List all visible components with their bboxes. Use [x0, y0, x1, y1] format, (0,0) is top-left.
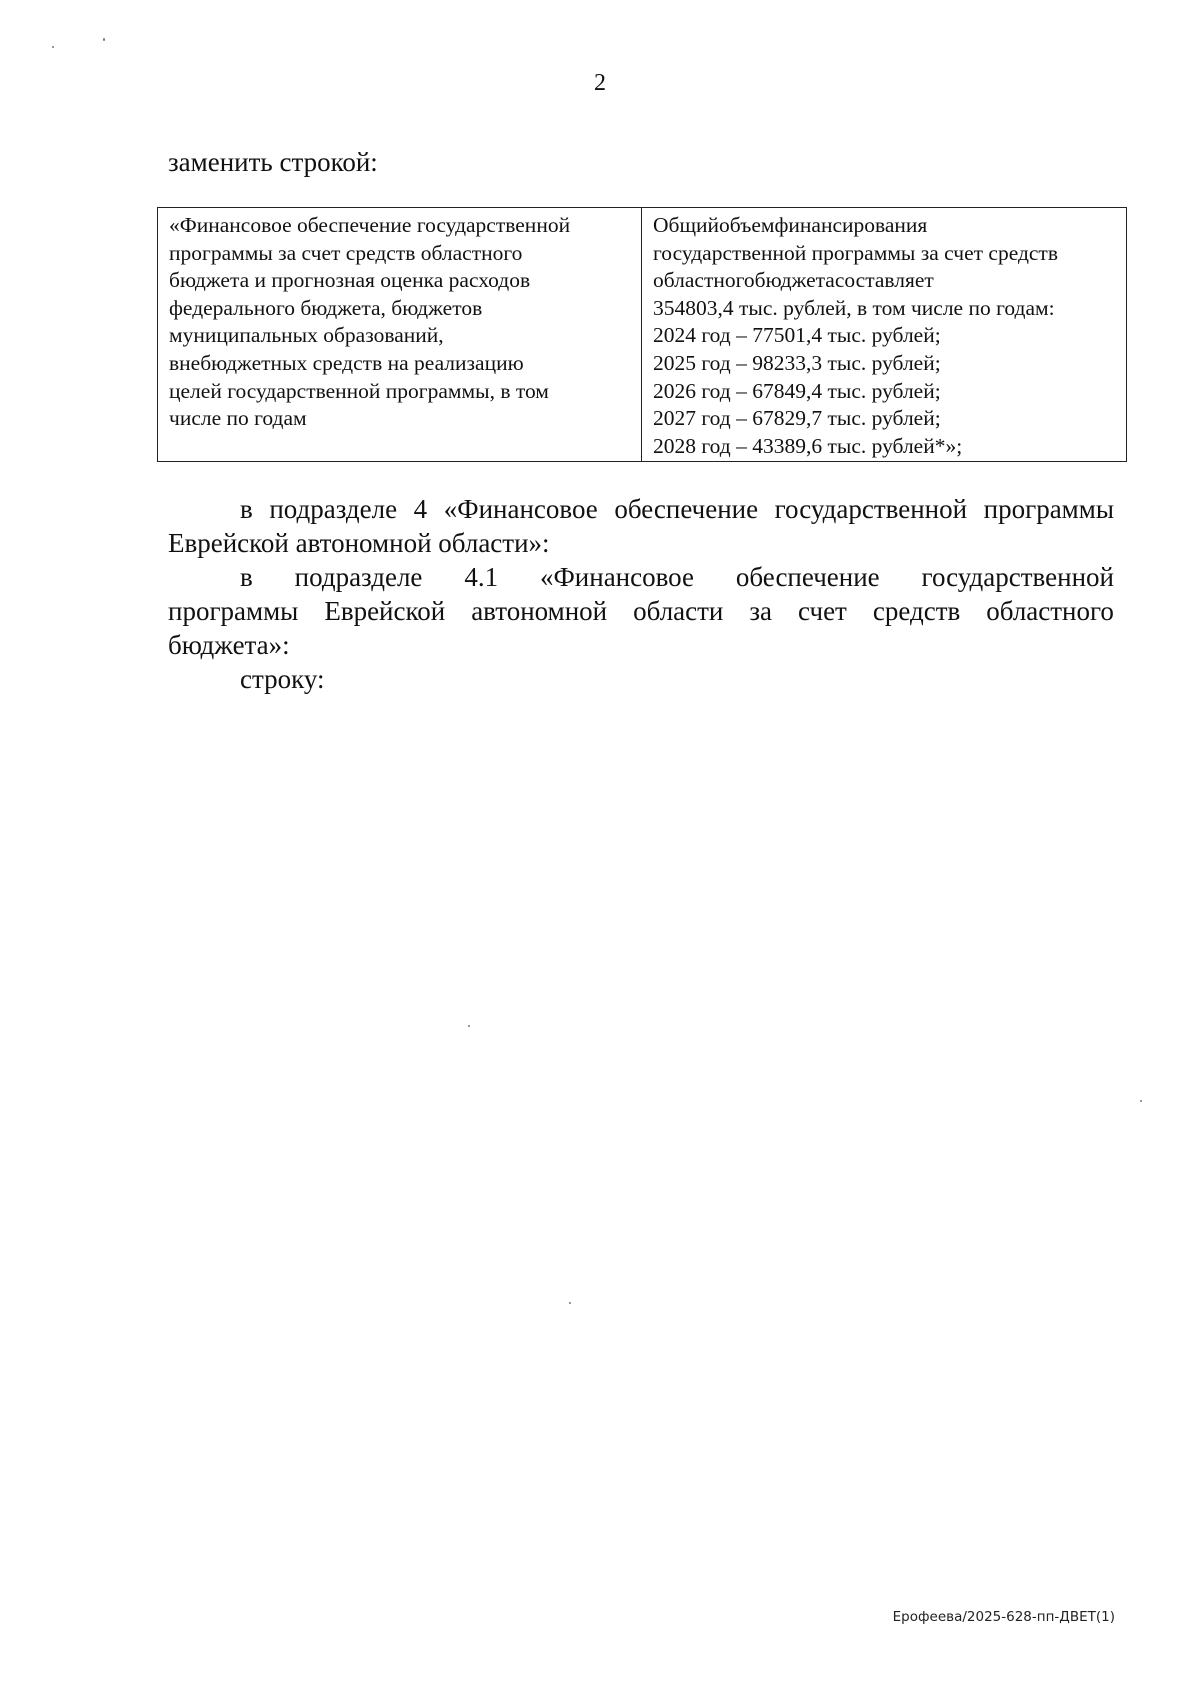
- right-cell-word: объем: [719, 213, 775, 237]
- paragraph-2-word: государственной: [921, 562, 1114, 592]
- left-cell-line: федерального бюджета, бюджетов: [169, 295, 483, 320]
- left-cell-line: программы за счет средств областного: [169, 240, 523, 265]
- year-list: [653, 322, 1114, 460]
- paragraph-2-word: счет: [798, 596, 847, 626]
- paragraph-2-word: подразделе: [294, 562, 423, 592]
- document-code: Ерофеева/2025-628-пп-ДВЕТ(1): [892, 1609, 1115, 1625]
- scan-speck: [569, 1302, 571, 1304]
- table-right-cell: [642, 208, 1126, 461]
- paragraph-2-word: автономной: [471, 596, 608, 626]
- paragraph-2-word: в: [240, 562, 253, 592]
- paragraph-1-line-2: Еврейской автономной области»:: [168, 528, 550, 558]
- right-cell-word: Общий: [653, 213, 720, 237]
- year-amount-line: 2027 год – 67829,7 тыс. рублей;: [653, 406, 941, 431]
- scan-speck: [52, 46, 54, 48]
- paragraph-2-word: 4.1: [464, 562, 499, 592]
- scan-speck: [468, 1025, 470, 1027]
- paragraph-1-word: обеспечение: [614, 494, 759, 524]
- table-left-cell: [158, 208, 642, 461]
- scan-speck: [1140, 1100, 1142, 1102]
- paragraph-row-label: [168, 662, 1114, 696]
- paragraph-2-line-1: [168, 560, 1114, 594]
- right-cell-word: финансирования: [774, 213, 928, 237]
- paragraph-1-word: в: [240, 494, 253, 524]
- right-cell-word: областного: [653, 268, 755, 293]
- left-cell-line: бюджета и прогнозная оценка расходов: [169, 268, 531, 293]
- paragraph-2-word: за: [749, 596, 773, 626]
- paragraph-subsection-4: [168, 492, 1114, 560]
- left-cell-line: числе по годам: [169, 406, 307, 431]
- paragraph-2-word: программы: [168, 596, 299, 626]
- right-cell-line-2: государственной программы за счет средств: [653, 240, 1058, 265]
- paragraph-1-line-1: [168, 492, 1114, 526]
- intro-text: заменить строкой:: [168, 147, 378, 177]
- year-amount-line: 2026 год – 67849,4 тыс. рублей;: [653, 378, 941, 403]
- paragraph-subsection-4-1: [168, 560, 1114, 662]
- paragraph-2-word: «Финансовое: [539, 562, 694, 592]
- paragraph-1-word: подразделе: [269, 494, 398, 524]
- paragraph-2-word: средств: [872, 596, 961, 626]
- year-amount-line: 2024 год – 77501,4 тыс. рублей;: [653, 323, 941, 348]
- left-cell-line: муниципальных образований,: [169, 323, 444, 348]
- paragraph-2-word: Еврейской: [324, 596, 446, 626]
- left-cell-line: «Финансовое обеспечение государственной: [169, 213, 571, 237]
- right-cell-word: составляет: [834, 268, 934, 293]
- left-cell-line: целей государственной программы, в том: [169, 378, 549, 403]
- paragraph-2-line-2: [168, 594, 1114, 628]
- paragraph-1-word: «Финансовое: [443, 494, 598, 524]
- scan-speck: [103, 38, 105, 41]
- right-cell-line-1: [653, 212, 1114, 240]
- paragraph-3-text: строку:: [240, 664, 325, 694]
- year-amount-line: 2028 год – 43389,6 тыс. рублей*»;: [653, 433, 963, 458]
- year-amount-line: 2025 год – 98233,3 тыс. рублей;: [653, 350, 941, 375]
- paragraph-1-word: 4: [413, 494, 428, 524]
- right-cell-line-4: 354803,4 тыс. рублей, в том числе по годам:: [653, 295, 1055, 320]
- paragraph-2-word: области: [633, 596, 724, 626]
- financing-table: [157, 207, 1127, 462]
- paragraph-2-word: обеспечение: [735, 562, 880, 592]
- paragraph-2-word: областного: [986, 596, 1114, 626]
- paragraph-1-word: государственной: [774, 494, 968, 524]
- right-cell-word: бюджета: [754, 268, 835, 293]
- right-cell-line-3: [653, 267, 1114, 295]
- paragraph-1-word: программы: [983, 494, 1114, 524]
- page-number: 2: [594, 70, 606, 96]
- paragraph-2-line-3: бюджета»:: [168, 630, 290, 660]
- left-cell-line: внебюджетных средств на реализацию: [169, 350, 524, 375]
